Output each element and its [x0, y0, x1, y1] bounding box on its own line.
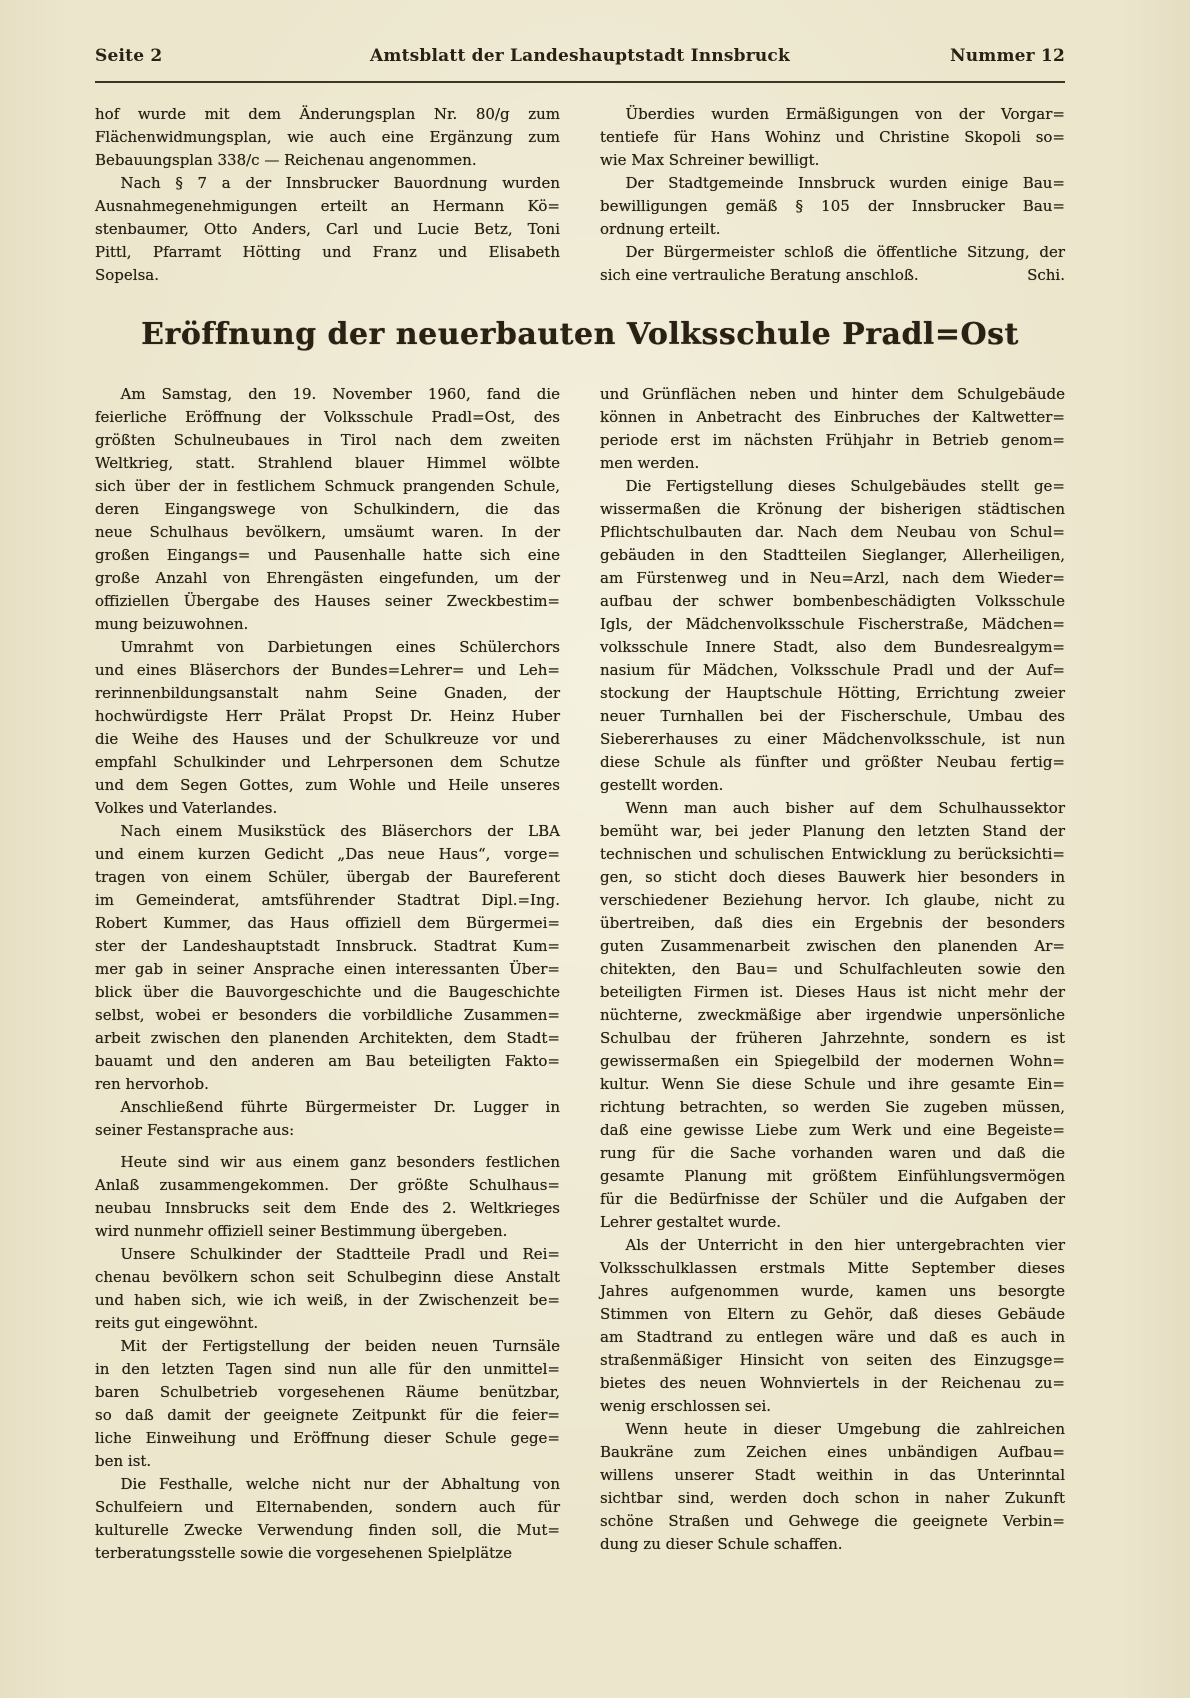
text-line: willens unserer Stadt weithin in das Unterinntal — [600, 1466, 1065, 1484]
text-line: für die Bedürfnisse der Schüler und die Aufgaben der — [600, 1190, 1065, 1208]
text-line: Robert Kummer, das Haus offiziell dem Bürgermei= — [95, 914, 560, 932]
text-line: Volksschulklassen erstmals Mitte September dieses — [600, 1259, 1065, 1277]
text-line: daß eine gewisse Liebe zum Werk und eine Begeiste= — [600, 1121, 1065, 1139]
paragraph — [95, 172, 560, 287]
text-line: Der Stadtgemeinde Innsbruck wurden einige Bau= — [625, 174, 1065, 192]
text-line: Überdies wurden Ermäßigungen von der Vorgar= — [625, 105, 1065, 123]
text-line: im Gemeinderat, amtsführender Stadtrat Dipl.=Ing. — [95, 891, 560, 909]
article-headline: Eröffnung der neuerbauten Volksschule Pradl=Ost — [141, 317, 1019, 352]
continuation-right-column — [600, 103, 1065, 287]
text-line: Mit der Fertigstellung der beiden neuen Turnsäle — [120, 1337, 560, 1355]
author-initials: Schi. — [1027, 266, 1065, 284]
paragraph — [600, 1234, 1065, 1418]
issue-number-label: Nummer 12 — [949, 46, 1065, 66]
text-line: chitekten, den Bau= und Schulfachleuten sowie den — [600, 960, 1065, 978]
text-line: terberatungsstelle sowie die vorgesehenen Spielplätze — [95, 1544, 512, 1562]
text-line: Der Bürgermeister schloß die öffentliche Sitzung, der — [625, 243, 1065, 261]
text-line: empfahl Schulkinder und Lehrpersonen dem Schutze — [95, 753, 560, 771]
text-line: liche Einweihung und Eröffnung dieser Schule gege= — [95, 1429, 560, 1447]
paragraph — [600, 1418, 1065, 1556]
text-line: mung beizuwohnen. — [95, 615, 249, 633]
text-line: wenig erschlossen sei. — [600, 1397, 772, 1415]
text-line: neuer Turnhallen bei der Fischerschule, Umbau des — [600, 707, 1065, 725]
paragraph — [95, 1151, 560, 1243]
paragraph — [95, 383, 560, 636]
text-line: tragen von einem Schüler, übergab der Baureferent — [95, 868, 560, 886]
text-line: ordnung erteilt. — [600, 220, 721, 238]
text-line: Die Fertigstellung dieses Schulgebäudes stellt ge= — [625, 477, 1065, 495]
text-line: technischen und schulischen Entwicklung zu berücksichti= — [600, 845, 1065, 863]
paragraph — [95, 103, 560, 172]
text-line: Volkes und Vaterlandes. — [95, 799, 278, 817]
paragraph — [600, 103, 1065, 172]
text-line: Baukräne zum Zeichen eines unbändigen Aufbau= — [600, 1443, 1065, 1461]
text-line: Nach einem Musikstück des Bläserchors der LBA — [120, 822, 560, 840]
text-line: Umrahmt von Darbietungen eines Schülerchors — [120, 638, 560, 656]
text-line: dung zu dieser Schule schaffen. — [600, 1535, 843, 1553]
text-line: Sopelsa. — [95, 266, 159, 284]
text-line: ben ist. — [95, 1452, 152, 1470]
text-line: Schulfeiern und Elternabenden, sondern auch für — [95, 1498, 560, 1516]
text-line: am Stadtrand zu entlegen wäre und daß es auch in — [600, 1328, 1065, 1346]
paragraph — [95, 1096, 560, 1142]
text-line: und eines Bläserchors der Bundes=Lehrer= und Leh= — [95, 661, 560, 679]
text-line: Ausnahmegenehmigungen erteilt an Hermann Kö= — [95, 197, 560, 215]
text-line: aufbau der schwer bombenbeschädigten Volksschule — [600, 592, 1065, 610]
text-line: deren Eingangswege von Schulkindern, die das — [95, 500, 560, 518]
text-line: periode erst im nächsten Frühjahr in Betrieb genom= — [600, 431, 1065, 449]
page-header — [95, 46, 1065, 72]
text-line: gewissermaßen ein Spiegelbild der modernen Wohn= — [600, 1052, 1065, 1070]
text-line: Schulbau der früheren Jahrzehnte, sondern es ist — [600, 1029, 1065, 1047]
article-right-column — [600, 383, 1065, 1565]
text-line: Anschließend führte Bürgermeister Dr. Lugger in — [120, 1098, 560, 1116]
text-line: beteiligten Firmen ist. Dieses Haus ist nicht mehr der — [600, 983, 1065, 1001]
text-line: blick über die Bauvorgeschichte und die Baugeschichte — [95, 983, 560, 1001]
text-line: Flächenwidmungsplan, wie auch eine Ergänzung zum — [95, 128, 560, 146]
text-line: und haben sich, wie ich weiß, in der Zwischenzeit be= — [95, 1291, 560, 1309]
text-line: tentiefe für Hans Wohinz und Christine Skopoli so= — [600, 128, 1065, 146]
text-line: mer gab in seiner Ansprache einen interessanten Über= — [95, 960, 560, 978]
text-line — [600, 264, 1065, 287]
text-line: chenau bevölkern schon seit Schulbeginn diese Anstalt — [95, 1268, 560, 1286]
paragraph — [95, 1243, 560, 1335]
text-line: kultur. Wenn Sie diese Schule und ihre gesamte Ein= — [600, 1075, 1065, 1093]
text-line: Am Samstag, den 19. November 1960, fand die — [120, 385, 560, 403]
text-line: können in Anbetracht des Einbruches der Kaltwetter= — [600, 408, 1065, 426]
text-line: stenbaumer, Otto Anders, Carl und Lucie Betz, Toni — [95, 220, 560, 238]
text-line: Igls, der Mädchenvolksschule Fischerstraße, Mädchen= — [600, 615, 1065, 633]
text-line: hochwürdigste Herr Prälat Propst Dr. Heinz Huber — [95, 707, 560, 725]
text-line: Weltkrieg, statt. Strahlend blauer Himmel wölbte — [95, 454, 560, 472]
text-line: größten Schulneubaues in Tirol nach dem zweiten — [95, 431, 560, 449]
text-line: ren hervorhob. — [95, 1075, 209, 1093]
text-line: gesamte Planung mit größtem Einfühlungsvermögen — [600, 1167, 1065, 1185]
text-line: Wenn heute in dieser Umgebung die zahlreichen — [625, 1420, 1065, 1438]
paragraph — [600, 383, 1065, 475]
text-line: verschiedener Beziehung hervor. Ich glaube, nicht zu — [600, 891, 1065, 909]
text-line: und dem Segen Gottes, zum Wohle und Heile unseres — [95, 776, 560, 794]
text-line: Stimmen von Eltern zu Gehör, daß dieses Gebäude — [600, 1305, 1065, 1323]
paragraph — [600, 241, 1065, 287]
paragraph — [95, 1335, 560, 1473]
continuation-section — [95, 103, 1065, 287]
text-line: Pflichtschulbauten dar. Nach dem Neubau von Schul= — [600, 523, 1065, 541]
text-line: Bebauungsplan 338/c — Reichenau angenommen. — [95, 151, 477, 169]
text-line-fragment: sich eine vertrauliche Beratung anschloß. — [600, 266, 919, 284]
text-line: und Grünflächen neben und hinter dem Schulgebäude — [600, 385, 1065, 403]
text-line: wird nunmehr offiziell seiner Bestimmung übergeben. — [95, 1222, 508, 1240]
paragraph — [95, 1473, 560, 1565]
text-line: bemüht war, bei jeder Planung den letzten Stand der — [600, 822, 1065, 840]
text-line: bewilligungen gemäß § 105 der Innsbrucker Bau= — [600, 197, 1065, 215]
text-line: Unsere Schulkinder der Stadtteile Pradl und Rei= — [120, 1245, 560, 1263]
text-line: Siebererhauses zu einer Mädchenvolksschule, ist nun — [600, 730, 1065, 748]
paragraph — [600, 797, 1065, 1234]
text-line: rung für die Sache vorhanden waren und daß die — [600, 1144, 1065, 1162]
text-line: sichtbar sind, werden doch schon in naher Zukunft — [600, 1489, 1065, 1507]
text-line: Lehrer gestaltet wurde. — [600, 1213, 782, 1231]
text-line: volksschule Innere Stadt, also dem Bundesrealgym= — [600, 638, 1065, 656]
text-line: schöne Straßen und Gehwege die geeignete Verbin= — [600, 1512, 1065, 1530]
text-line: Die Festhalle, welche nicht nur der Abhaltung von — [120, 1475, 560, 1493]
text-line: übertreiben, daß dies ein Ergebnis der besonders — [600, 914, 1065, 932]
article-left-column — [95, 383, 560, 1565]
text-line: bietes des neuen Wohnviertels in der Reichenau zu= — [600, 1374, 1065, 1392]
text-line: kulturelle Zwecke Verwendung finden soll, die Mut= — [95, 1521, 560, 1539]
paragraph — [600, 172, 1065, 241]
text-line: die Weihe des Hauses und der Schulkreuze vor und — [95, 730, 560, 748]
text-line: Pittl, Pfarramt Hötting und Franz und Elisabeth — [95, 243, 560, 261]
text-line: wissermaßen die Krönung der bisherigen städtischen — [600, 500, 1065, 518]
paragraph — [95, 636, 560, 820]
text-line: arbeit zwischen den planenden Architekten, dem Stadt= — [95, 1029, 560, 1047]
text-line: nasium für Mädchen, Volksschule Pradl und der Auf= — [600, 661, 1065, 679]
text-line: guten Zusammenarbeit zwischen den planenden Ar= — [600, 937, 1065, 955]
text-line: Als der Unterricht in den hier untergebrachten vier — [625, 1236, 1065, 1254]
text-line: in den letzten Tagen sind nun alle für den unmittel= — [95, 1360, 560, 1378]
text-line: straßenmäßiger Hinsicht von seiten des Einzugsge= — [600, 1351, 1065, 1369]
header-rule — [95, 81, 1065, 83]
text-line: stockung der Hauptschule Hötting, Errichtung zweier — [600, 684, 1065, 702]
text-line: gebäuden in den Stadtteilen Sieglanger, Allerheiligen, — [600, 546, 1065, 564]
text-line: Jahres aufgenommen wurde, kamen uns besorgte — [600, 1282, 1065, 1300]
article-body — [95, 383, 1065, 1565]
text-line: reits gut eingewöhnt. — [95, 1314, 259, 1332]
text-line: gen, so sticht doch dieses Bauwerk hier besonders in — [600, 868, 1065, 886]
text-line: offiziellen Übergabe des Hauses seiner Zweckbestim= — [95, 592, 560, 610]
text-line: men werden. — [600, 454, 700, 472]
text-line: richtung betrachten, so werden Sie zugeben müssen, — [600, 1098, 1065, 1116]
text-line: Wenn man auch bisher auf dem Schulhaussektor — [625, 799, 1065, 817]
text-line: neue Schulhaus bevölkern, umsäumt waren. In der — [95, 523, 560, 541]
continuation-left-column — [95, 103, 560, 287]
text-line: sich über der in festlichem Schmuck prangenden Schule, — [95, 477, 560, 495]
text-line: Anlaß zusammengekommen. Der größte Schulhaus= — [95, 1176, 560, 1194]
text-line: nüchterne, zweckmäßige aber irgendwie unpersönliche — [600, 1006, 1065, 1024]
text-line: selbst, wobei er besonders die vorbildliche Zusammen= — [95, 1006, 560, 1024]
text-line: diese Schule als fünfter und größter Neubau fertig= — [600, 753, 1065, 771]
text-line: so daß damit der geeignete Zeitpunkt für die feier= — [95, 1406, 560, 1424]
text-line: Heute sind wir aus einem ganz besonders festlichen — [120, 1153, 560, 1171]
text-line: seiner Festansprache aus: — [95, 1121, 295, 1139]
paragraph — [600, 475, 1065, 797]
text-line: großen Eingangs= und Pausenhalle hatte sich eine — [95, 546, 560, 564]
text-line: wie Max Schreiner bewilligt. — [600, 151, 820, 169]
paragraph — [95, 820, 560, 1096]
text-line: neubau Innsbrucks seit dem Ende des 2. Weltkrieges — [95, 1199, 560, 1217]
text-line: rerinnenbildungsanstalt nahm Seine Gnaden, der — [95, 684, 560, 702]
masthead-title: Amtsblatt der Landeshauptstadt Innsbruck — [370, 46, 790, 66]
text-line: am Fürstenweg und in Neu=Arzl, nach dem Wieder= — [600, 569, 1065, 587]
text-line: feierliche Eröffnung der Volksschule Pradl=Ost, des — [95, 408, 560, 426]
text-line: ster der Landeshauptstadt Innsbruck. Stadtrat Kum= — [95, 937, 560, 955]
text-line: und einem kurzen Gedicht „Das neue Haus“, vorge= — [95, 845, 560, 863]
text-line: Nach § 7 a der Innsbrucker Bauordnung wurden — [120, 174, 560, 192]
page-number-label: Seite 2 — [95, 46, 163, 66]
text-line: baren Schulbetrieb vorgesehenen Räume benützbar, — [95, 1383, 560, 1401]
text-line: große Anzahl von Ehrengästen eingefunden, um der — [95, 569, 560, 587]
text-line: hof wurde mit dem Änderungsplan Nr. 80/g zum — [95, 105, 560, 123]
text-line: bauamt und den anderen am Bau beteiligten Fakto= — [95, 1052, 560, 1070]
text-line: gestellt worden. — [600, 776, 724, 794]
